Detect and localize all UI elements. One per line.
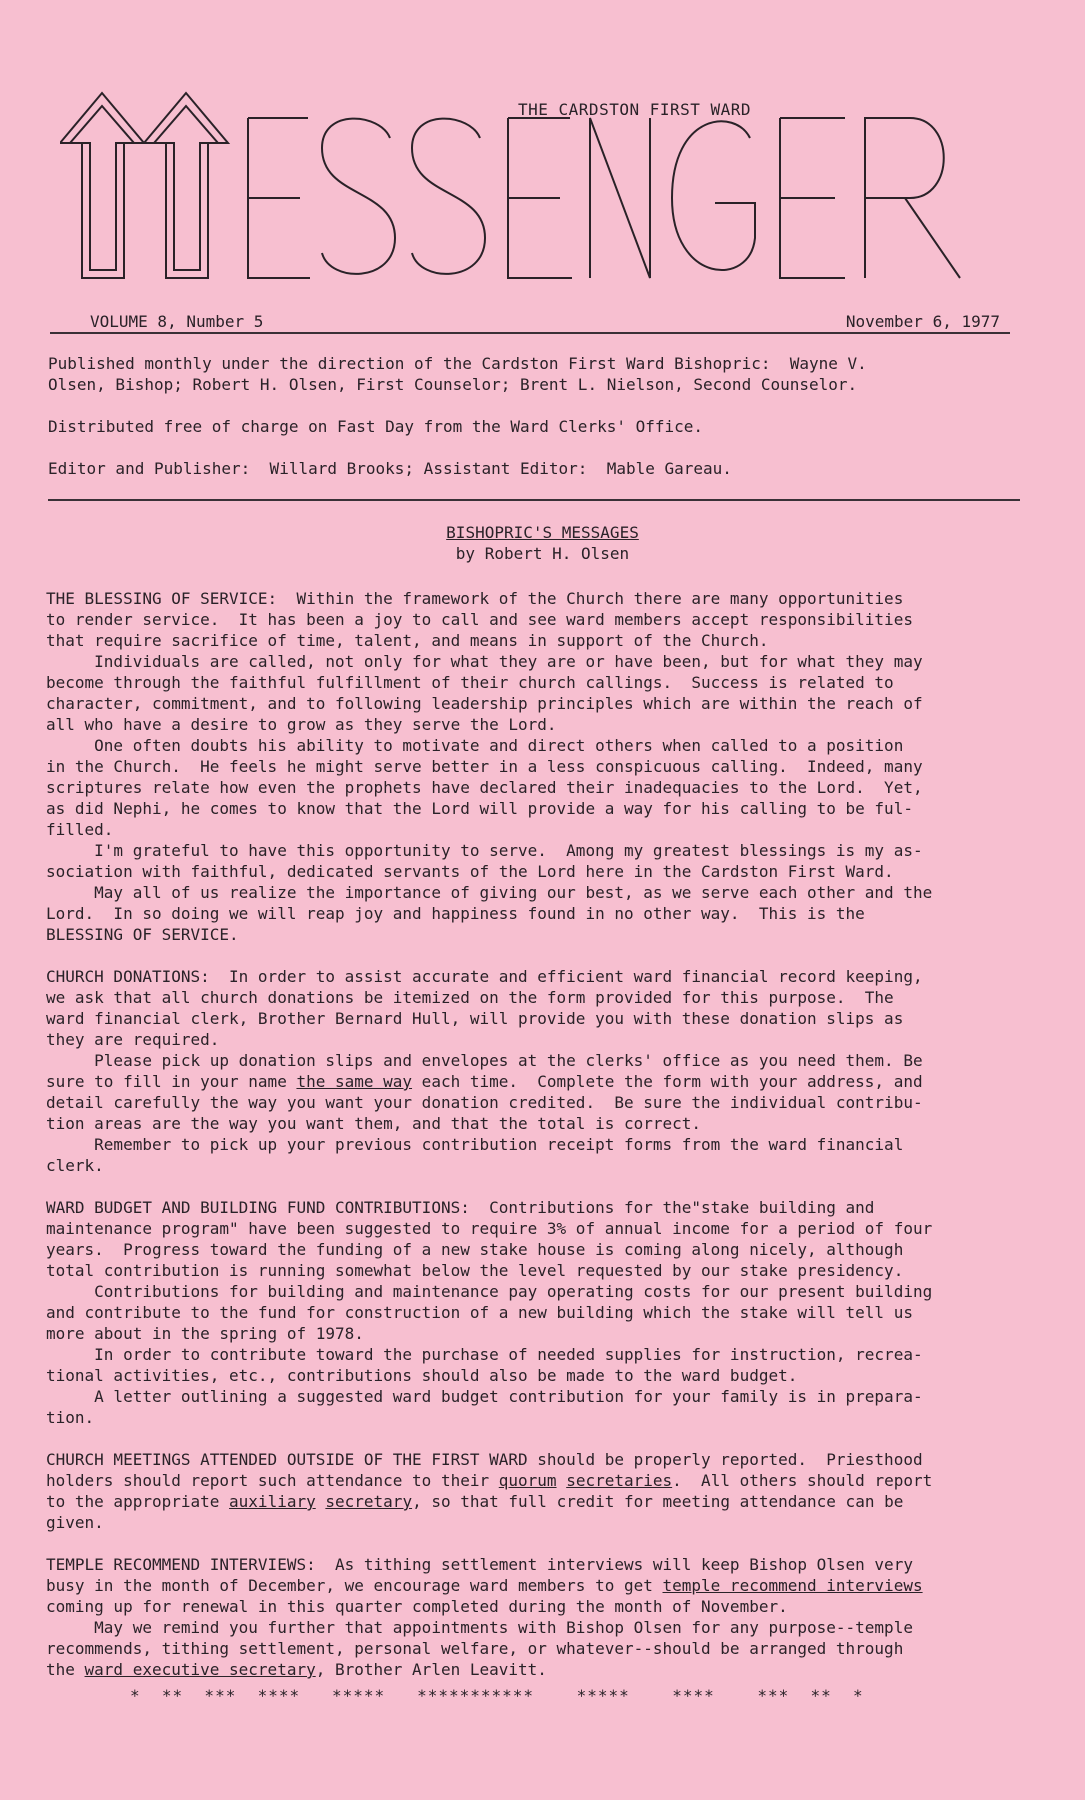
article-heading — [0, 522, 1085, 564]
text-line: Please pick up donation slips and envelopes at the clerks' office as you need them. Be — [46, 1051, 923, 1070]
masthead-kicker: THE CARDSTON FIRST WARD — [518, 100, 752, 119]
text-line: A letter outlining a suggested ward budget contribution for your family is in prepara- — [46, 1387, 923, 1406]
text-line: years. Progress toward the funding of a new stake house is coming along nicely, although — [46, 1240, 904, 1259]
text-line: Individuals are called, not only for what they are or have been, but for what they may — [46, 652, 923, 671]
text-line: sociation with faithful, dedicated servants of the Lord here in the Cardston First Ward. — [46, 862, 894, 881]
text-line: Remember to pick up your previous contribution receipt forms from the ward financial — [46, 1135, 904, 1154]
issue-date: November 6, 1977 — [845, 312, 1000, 331]
publication-info — [48, 353, 1028, 500]
text-line: scriptures relate how even the prophets have declared their inadequacies to the Lord. Yet, — [46, 778, 923, 797]
text-line: BLESSING OF SERVICE. — [46, 925, 239, 944]
text-line: that require sacrifice of time, talent, and means in support of the Church. — [46, 631, 769, 650]
text-line: coming up for renewal in this quarter completed during the month of November. — [46, 1597, 788, 1616]
text-line: Contributions for building and maintenance pay operating costs for our present building — [46, 1282, 933, 1301]
volume-date-row — [50, 312, 1010, 334]
text-line: we ask that all church donations be itemized on the form provided for this purpose. The — [46, 988, 894, 1007]
text-line: CHURCH DONATIONS: In order to assist accurate and efficient ward financial record keeping, — [46, 967, 923, 986]
text-line: busy in the month of December, we encourage ward members to get temple recommend interviews — [46, 1576, 923, 1595]
published-line-2: Olsen, Bishop; Robert H. Olsen, First Counselor; Brent L. Nielson, Second Counselor. — [48, 375, 858, 394]
masthead-divider — [48, 499, 1020, 501]
text-line: ward financial clerk, Brother Bernard Hull, will provide you with these donation slips as — [46, 1009, 904, 1028]
text-line: all who have a desire to grow as they serve the Lord. — [46, 715, 557, 734]
text-line: total contribution is running somewhat below the level requested by our stake presidency. — [46, 1261, 904, 1280]
article-title: BISHOPRIC'S MESSAGES — [446, 523, 639, 542]
text-line: filled. — [46, 820, 114, 839]
text-line: sure to fill in your name the same way each time. Complete the form with your address, and — [46, 1072, 923, 1091]
volume-number: VOLUME 8, Number 5 — [90, 312, 264, 331]
text-line: as did Nephi, he comes to know that the Lord will provide a way for his calling to be ful- — [46, 799, 913, 818]
text-line: May all of us realize the importance of giving our best, as we serve each other and the — [46, 883, 933, 902]
text-line: tional activities, etc., contributions should also be made to the ward budget. — [46, 1366, 798, 1385]
text-line: character, commitment, and to following leadership principles which are within the reach of — [46, 694, 923, 713]
text-line: One often doubts his ability to motivate and direct others when called to a position — [46, 736, 904, 755]
published-line-1: Published monthly under the direction of the Cardston First Ward Bishopric: Wayne V. — [48, 354, 867, 373]
text-line: recommends, tithing settlement, personal welfare, or whatever--should be arranged through — [46, 1639, 904, 1658]
text-line: in the Church. He feels he might serve better in a less conspicuous calling. Indeed, many — [46, 757, 923, 776]
article-body — [46, 588, 1046, 1680]
text-line: the ward executive secretary, Brother Arlen Leavitt. — [46, 1660, 547, 1679]
text-line: tion. — [46, 1408, 95, 1427]
text-line: they are required. — [46, 1030, 220, 1049]
distributed-line: Distributed free of charge on Fast Day from the Ward Clerks' Office. — [48, 417, 704, 436]
text-line: I'm grateful to have this opportunity to serve. Among my greatest blessings is my as- — [46, 841, 923, 860]
text-line: become through the faithful fulfillment of their church callings. Success is related to — [46, 673, 894, 692]
text-line: maintenance program" have been suggested to require 3% of annual income for a period of four — [46, 1219, 933, 1238]
text-line: given. — [46, 1513, 104, 1532]
article-byline: by Robert H. Olsen — [455, 544, 630, 563]
text-line: WARD BUDGET AND BUILDING FUND CONTRIBUTIONS: Contributions for the"stake building and — [46, 1198, 875, 1217]
text-line: clerk. — [46, 1156, 104, 1175]
text-line: tion areas are the way you want them, and that the total is correct. — [46, 1114, 702, 1133]
text-line: TEMPLE RECOMMEND INTERVIEWS: As tithing settlement interviews will keep Bishop Olsen very — [46, 1555, 913, 1574]
text-line: more about in the spring of 1978. — [46, 1324, 364, 1343]
text-line: In order to contribute toward the purchase of needed supplies for instruction, recrea- — [46, 1345, 923, 1364]
text-line: CHURCH MEETINGS ATTENDED OUTSIDE OF THE FIRST WARD should be properly reported. Priesthood — [46, 1450, 923, 1469]
text-line: detail carefully the way you want your donation credited. Be sure the individual contribu- — [46, 1093, 923, 1112]
text-line: THE BLESSING OF SERVICE: Within the framework of the Church there are many opportunities — [46, 589, 904, 608]
editor-line: Editor and Publisher: Willard Brooks; Assistant Editor: Mable Gareau. — [48, 459, 732, 478]
text-line: to render service. It has been a joy to call and see ward members accept responsibilities — [46, 610, 913, 629]
text-line: holders should report such attendance to their quorum secretaries. All others should report — [46, 1471, 933, 1490]
text-line: to the appropriate auxiliary secretary, so that full credit for meeting attendance can be — [46, 1492, 904, 1511]
text-line: Lord. In so doing we will reap joy and happiness found in no other way. This is the — [46, 904, 865, 923]
text-line: May we remind you further that appointments with Bishop Olsen for any purpose--temple — [46, 1618, 913, 1637]
asterisk-divider: * ** *** **** ***** *********** ***** **** *** ** * — [130, 1686, 864, 1705]
text-line: and contribute to the fund for construction of a new building which the stake will tell us — [46, 1303, 913, 1322]
